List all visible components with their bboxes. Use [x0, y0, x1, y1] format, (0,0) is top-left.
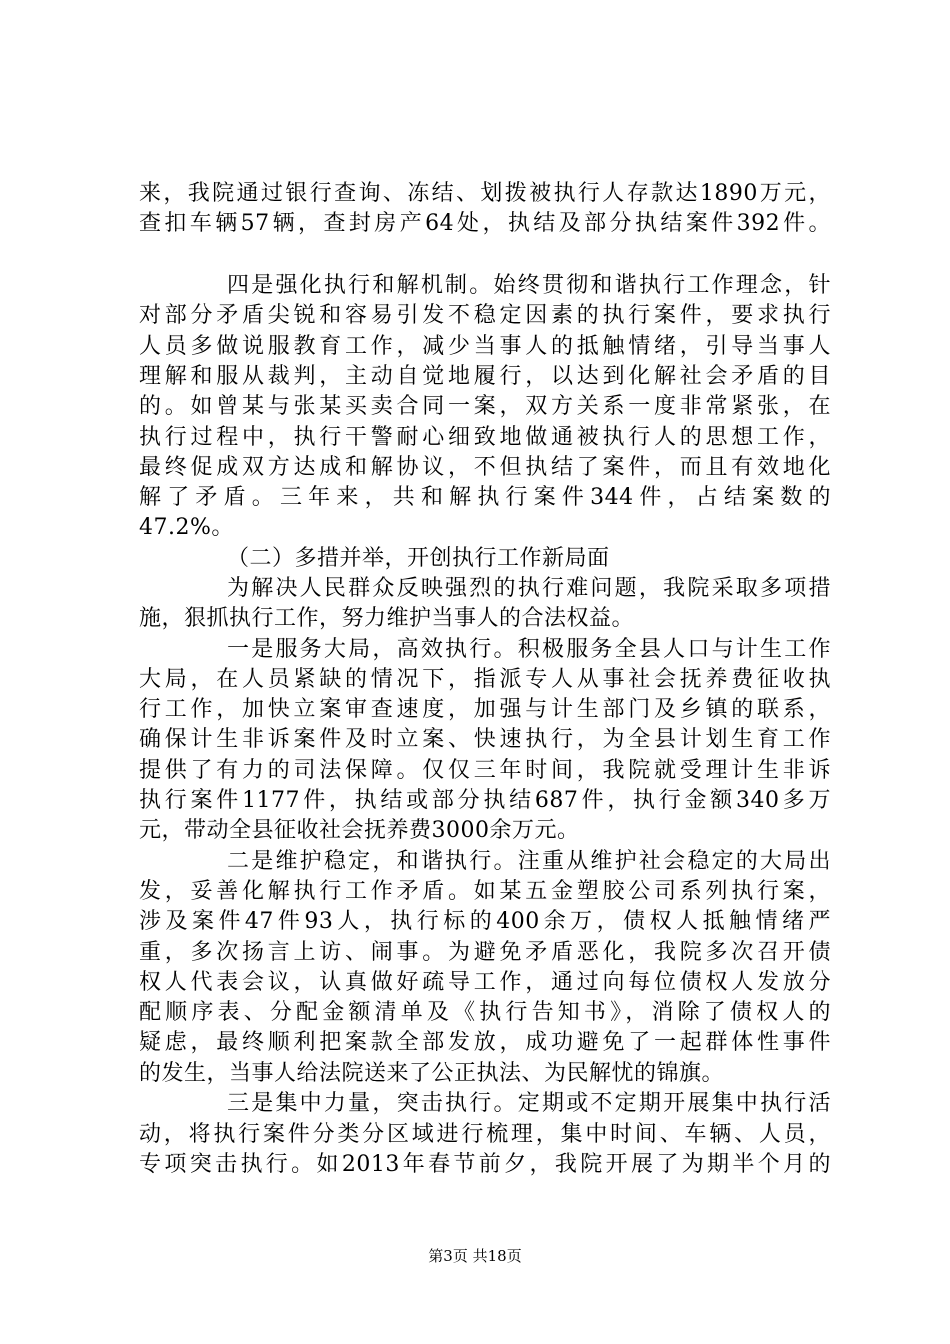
text-line: 查扣车辆57辆，查封房产64处，执结及部分执结案件392件。 [139, 211, 831, 236]
text-line: 疑虑，最终顺利把案款全部发放，成功避免了一起群体性事件 [139, 1030, 831, 1055]
text-line: 理解和服从裁判，主动自觉地履行，以达到化解社会矛盾的目 [139, 364, 831, 389]
text-line: 为解决人民群众反映强烈的执行难问题，我院采取多项措 [227, 576, 831, 601]
text-line: 来，我院通过银行查询、冻结、划拨被执行人存款达1890万元， [139, 181, 831, 206]
text-line: 三是集中力量，突击执行。定期或不定期开展集中执行活 [227, 1091, 831, 1116]
text-line: 人员多做说服教育工作，减少当事人的抵触情绪，引导当事人 [139, 334, 831, 359]
text-line: 行工作，加快立案审查速度，加强与计生部门及乡镇的联系， [139, 697, 831, 722]
text-line: 执行过程中，执行干警耐心细致地做通被执行人的思想工作， [139, 425, 831, 450]
text-line: 元，带动全县征收社会抚养费3000余万元。 [139, 818, 580, 843]
text-line: 的。如曾某与张某买卖合同一案，双方关系一度非常紧张，在 [139, 394, 831, 419]
text-line: 执行案件1177件，执结或部分执结687件，执行金额340多万 [139, 788, 831, 813]
text-line: 发，妥善化解执行工作矛盾。如某五金塑胶公司系列执行案， [139, 879, 831, 904]
text-line: 大局，在人员紧缺的情况下，指派专人从事社会抚养费征收执 [139, 667, 831, 692]
text-line: 重，多次扬言上访、闹事。为避免矛盾恶化，我院多次召开债 [139, 940, 831, 965]
text-line: 施，狠抓执行工作，努力维护当事人的合法权益。 [139, 606, 635, 631]
text-line: 的发生，当事人给法院送来了公正执法、为民解忧的锦旗。 [139, 1061, 725, 1086]
text-line: 四是强化执行和解机制。始终贯彻和谐执行工作理念，针 [227, 273, 831, 298]
text-line: 47.2%。 [139, 515, 234, 540]
text-line: 确保计生非诉案件及时立案、快速执行，为全县计划生育工作 [139, 727, 831, 752]
text-line: 最终促成双方达成和解协议，不但执结了案件，而且有效地化 [139, 455, 831, 480]
text-line: 解了矛盾。三年来，共和解执行案件344件，占结案数的 [139, 485, 831, 510]
text-line: 一是服务大局，高效执行。积极服务全县人口与计生工作 [227, 637, 831, 662]
text-line: 权人代表会议，认真做好疏导工作，通过向每位债权人发放分 [139, 970, 831, 995]
text-line: 提供了有力的司法保障。仅仅三年时间，我院就受理计生非诉 [139, 758, 831, 783]
page-footer: 第3页 共18页 [428, 1247, 522, 1265]
text-line: 动，将执行案件分类分区域进行梳理，集中时间、车辆、人员， [139, 1122, 831, 1147]
text-line: 专项突击执行。如2013年春节前夕，我院开展了为期半个月的 [139, 1152, 831, 1177]
text-line: （二）多措并举，开创执行工作新局面 [227, 546, 610, 571]
text-line: 对部分矛盾尖锐和容易引发不稳定因素的执行案件，要求执行 [139, 303, 831, 328]
text-line: 涉及案件47件93人，执行标的400余万，债权人抵触情绪严 [139, 909, 831, 934]
text-line: 二是维护稳定，和谐执行。注重从维护社会稳定的大局出 [227, 849, 831, 874]
text-line: 配顺序表、分配金额清单及《执行告知书》，消除了债权人的 [139, 1000, 831, 1025]
